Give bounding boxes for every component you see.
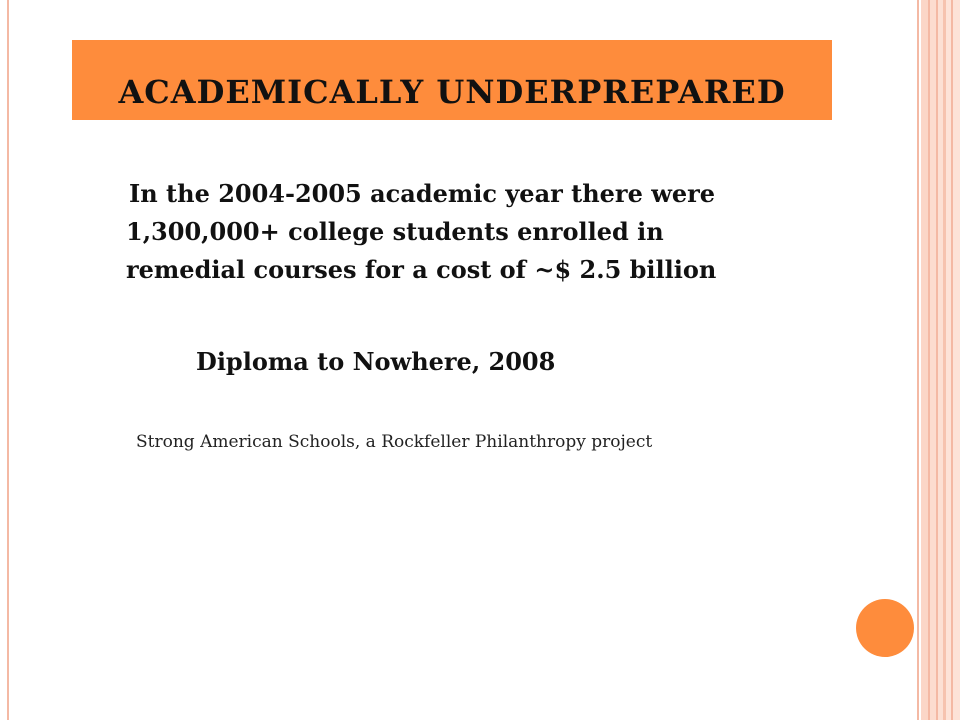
body-paragraph (126, 175, 866, 289)
slide-border-left (7, 0, 9, 720)
body-line: In the 2004-2005 academic year there were (129, 179, 716, 208)
decorative-stripe (921, 0, 928, 720)
slide-border-right (917, 0, 919, 720)
decorative-stripe (946, 0, 960, 720)
decorative-circle (856, 599, 914, 657)
slide-title: ACADEMICALLY UNDERPREPARED (118, 73, 786, 111)
credit-line: Strong American Schools, a Rockfeller Philanthropy project (136, 432, 653, 452)
body-line: remedial courses for a cost of ~$ 2.5 billion (126, 255, 717, 284)
source-citation: Diploma to Nowhere, 2008 (196, 347, 556, 376)
decorative-stripe (951, 0, 953, 720)
body-line: 1,300,000+ college students enrolled in (126, 217, 664, 246)
